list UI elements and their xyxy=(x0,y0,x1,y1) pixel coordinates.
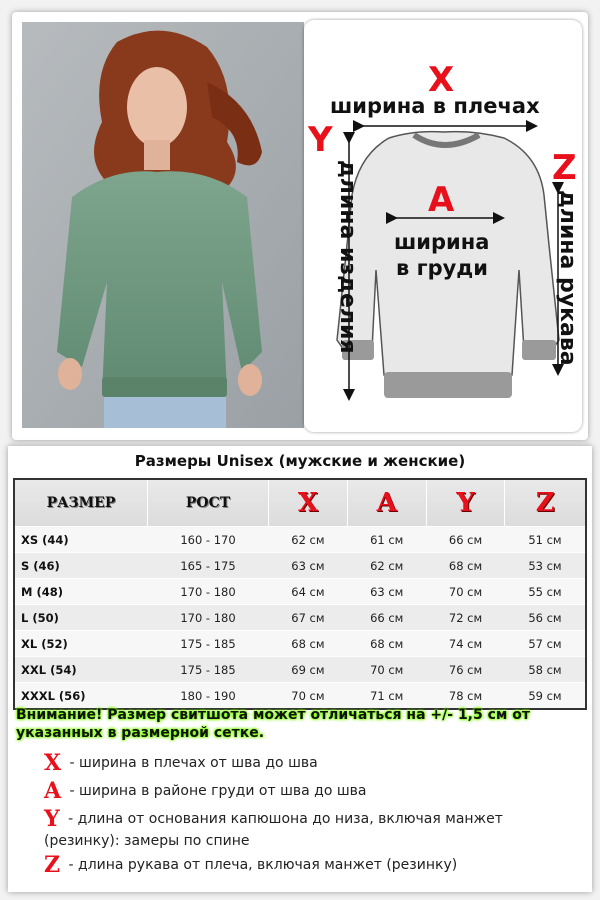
a-label-line1: ширина xyxy=(394,230,490,254)
cell-z: 56 см xyxy=(505,605,586,631)
header-size: РАЗМЕР xyxy=(14,479,148,527)
header-a: A xyxy=(347,479,426,527)
table-row xyxy=(14,605,586,631)
legend-letter: Z xyxy=(44,852,61,878)
cell-size: M (48) xyxy=(14,579,148,605)
legend-text: - длина рукава от плеча, включая манжет (резинку) xyxy=(64,857,458,873)
table-row xyxy=(14,631,586,657)
a-letter: A xyxy=(428,180,455,220)
cell-a: 66 см xyxy=(347,605,426,631)
cell-a: 61 см xyxy=(347,527,426,553)
cell-height: 165 - 175 xyxy=(148,553,269,579)
cell-size: XXL (54) xyxy=(14,657,148,683)
size-table-title: Размеры Unisex (мужские и женские) xyxy=(134,452,466,470)
cell-a: 71 см xyxy=(347,683,426,710)
cell-a: 62 см xyxy=(347,553,426,579)
table-row xyxy=(14,553,586,579)
measurement-diagram xyxy=(304,20,582,432)
cell-size: S (46) xyxy=(14,553,148,579)
cell-z: 55 см xyxy=(505,579,586,605)
cell-size: XL (52) xyxy=(14,631,148,657)
cell-y: 74 см xyxy=(426,631,505,657)
size-table-header-row xyxy=(14,479,586,527)
cell-z: 59 см xyxy=(505,683,586,710)
cell-size: XXXL (56) xyxy=(14,683,148,710)
legend-letter: Y xyxy=(44,806,60,832)
cell-a: 68 см xyxy=(347,631,426,657)
cell-size: XS (44) xyxy=(14,527,148,553)
cell-height: 170 - 180 xyxy=(148,605,269,631)
legend-letter: A xyxy=(44,778,62,804)
cell-a: 63 см xyxy=(347,579,426,605)
cell-height: 175 - 185 xyxy=(148,657,269,683)
cell-z: 57 см xyxy=(505,631,586,657)
model-illustration xyxy=(22,22,304,428)
cell-height: 180 - 190 xyxy=(148,683,269,710)
cell-y: 76 см xyxy=(426,657,505,683)
table-row xyxy=(14,527,586,553)
cell-x: 62 см xyxy=(269,527,348,553)
legend-text: - ширина в плечах от шва до шва xyxy=(65,755,318,771)
cell-a: 70 см xyxy=(347,657,426,683)
a-label-line2: в груди xyxy=(396,256,488,280)
cell-size: L (50) xyxy=(14,605,148,631)
cell-z: 51 см xyxy=(505,527,586,553)
legend-item-y xyxy=(44,808,554,852)
table-row xyxy=(14,657,586,683)
cell-y: 68 см xyxy=(426,553,505,579)
cell-y: 66 см xyxy=(426,527,505,553)
cell-height: 175 - 185 xyxy=(148,631,269,657)
header-y: Y xyxy=(426,479,505,527)
legend-text: - ширина в районе груди от шва до шва xyxy=(65,783,367,799)
cell-y: 72 см xyxy=(426,605,505,631)
legend-item-z xyxy=(44,854,457,876)
cell-y: 78 см xyxy=(426,683,505,710)
cell-z: 53 см xyxy=(505,553,586,579)
z-label: длина рукава xyxy=(555,190,580,366)
cell-x: 67 см xyxy=(269,605,348,631)
legend-item-a xyxy=(44,780,367,802)
cell-y: 70 см xyxy=(426,579,505,605)
legend-text: - длина от основания капюшона до низа, включая манжет (резинку): замеры по спине xyxy=(44,811,503,849)
cell-height: 170 - 180 xyxy=(148,579,269,605)
cell-x: 69 см xyxy=(269,657,348,683)
x-label: ширина в плечах xyxy=(330,94,540,118)
y-letter: Y xyxy=(308,120,333,160)
cell-x: 63 см xyxy=(269,553,348,579)
y-label: длина изделия xyxy=(335,160,360,354)
header-height: РОСТ xyxy=(148,479,269,527)
z-letter: Z xyxy=(552,148,577,188)
header-x: X xyxy=(269,479,348,527)
cell-x: 64 см xyxy=(269,579,348,605)
product-images-card xyxy=(12,12,588,440)
cell-x: 70 см xyxy=(269,683,348,710)
size-info-card xyxy=(8,446,592,892)
header-z: Z xyxy=(505,479,586,527)
cell-x: 68 см xyxy=(269,631,348,657)
size-table xyxy=(13,478,587,710)
cell-height: 160 - 170 xyxy=(148,527,269,553)
x-letter: X xyxy=(428,60,455,100)
legend-letter: X xyxy=(44,750,62,776)
legend-item-x xyxy=(44,752,318,774)
cell-z: 58 см xyxy=(505,657,586,683)
table-row xyxy=(14,579,586,605)
size-warning: Внимание! Размер свитшота может отличаться на +/- 1,5 см от указанных в размерной сетке. xyxy=(16,707,530,741)
model-photo xyxy=(22,22,304,428)
